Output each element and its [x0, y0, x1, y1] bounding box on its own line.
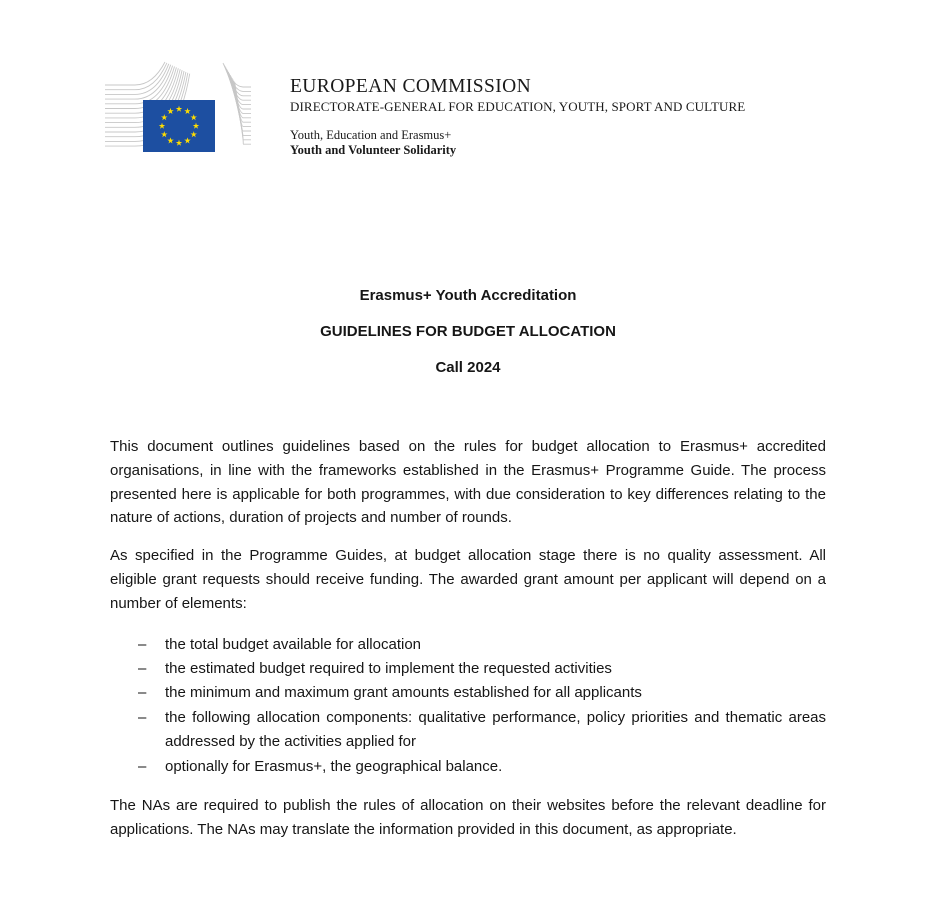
title-block: [110, 288, 826, 376]
letterhead: [290, 77, 745, 157]
bullet-dash: –: [138, 635, 147, 653]
bullet-text: optionally for Erasmus+, the geographical balance.: [165, 757, 503, 775]
document-body: [110, 435, 826, 856]
unit-line-2: Youth and Volunteer Solidarity: [290, 143, 457, 157]
list-item: [110, 633, 826, 657]
bullet-text: the total budget available for allocation: [165, 635, 422, 653]
bullet-dash: –: [138, 659, 147, 677]
unit-line-1: Youth, Education and Erasmus+: [290, 128, 452, 142]
doc-main-title: GUIDELINES FOR BUDGET ALLOCATION: [320, 323, 616, 340]
doc-subtitle: Erasmus+ Youth Accreditation: [359, 287, 577, 304]
bullet-text: the following allocation components: qualitative performance, policy priorities and thematic areas addressed by the activities applied for: [165, 708, 826, 751]
logo-right-swoosh: [223, 63, 251, 144]
list-item: [110, 755, 826, 779]
bullet-dash: –: [138, 708, 147, 726]
bullet-dash: –: [138, 684, 147, 702]
list-item: [110, 706, 826, 755]
paragraph-3: The NAs are required to publish the rules of allocation on their websites before the relevant deadline for applications. The NAs may translate the information provided in this document, as appropriate.: [110, 797, 826, 838]
list-item: [110, 681, 826, 705]
org-name: EUROPEAN COMMISSION: [290, 76, 532, 97]
european-commission-logo: [105, 55, 265, 155]
doc-call-year: Call 2024: [435, 359, 501, 376]
bullet-dash: –: [138, 757, 147, 775]
paragraph-2: As specified in the Programme Guides, at budget allocation stage there is no quality assessment. All eligible grant requests should receive funding. The awarded grant amount per applicant will depend on a number of elements:: [110, 547, 826, 612]
list-item: [110, 657, 826, 681]
bullet-text: the minimum and maximum grant amounts established for all applicants: [165, 684, 642, 702]
bullet-list: [110, 633, 826, 779]
directorate-general: DIRECTORATE-GENERAL FOR EDUCATION, YOUTH, SPORT AND CULTURE: [290, 99, 746, 114]
bullet-text: the estimated budget required to implement the requested activities: [165, 659, 612, 677]
paragraph-1: This document outlines guidelines based on the rules for budget allocation to Erasmus+ accredited organisations, in line with the frameworks established in the Erasmus+ Programme Guide. The process presented here is applicable for both programmes, with due consideration to key differences relating to the nature of actions, duration of projects and number of rounds.: [110, 438, 826, 527]
